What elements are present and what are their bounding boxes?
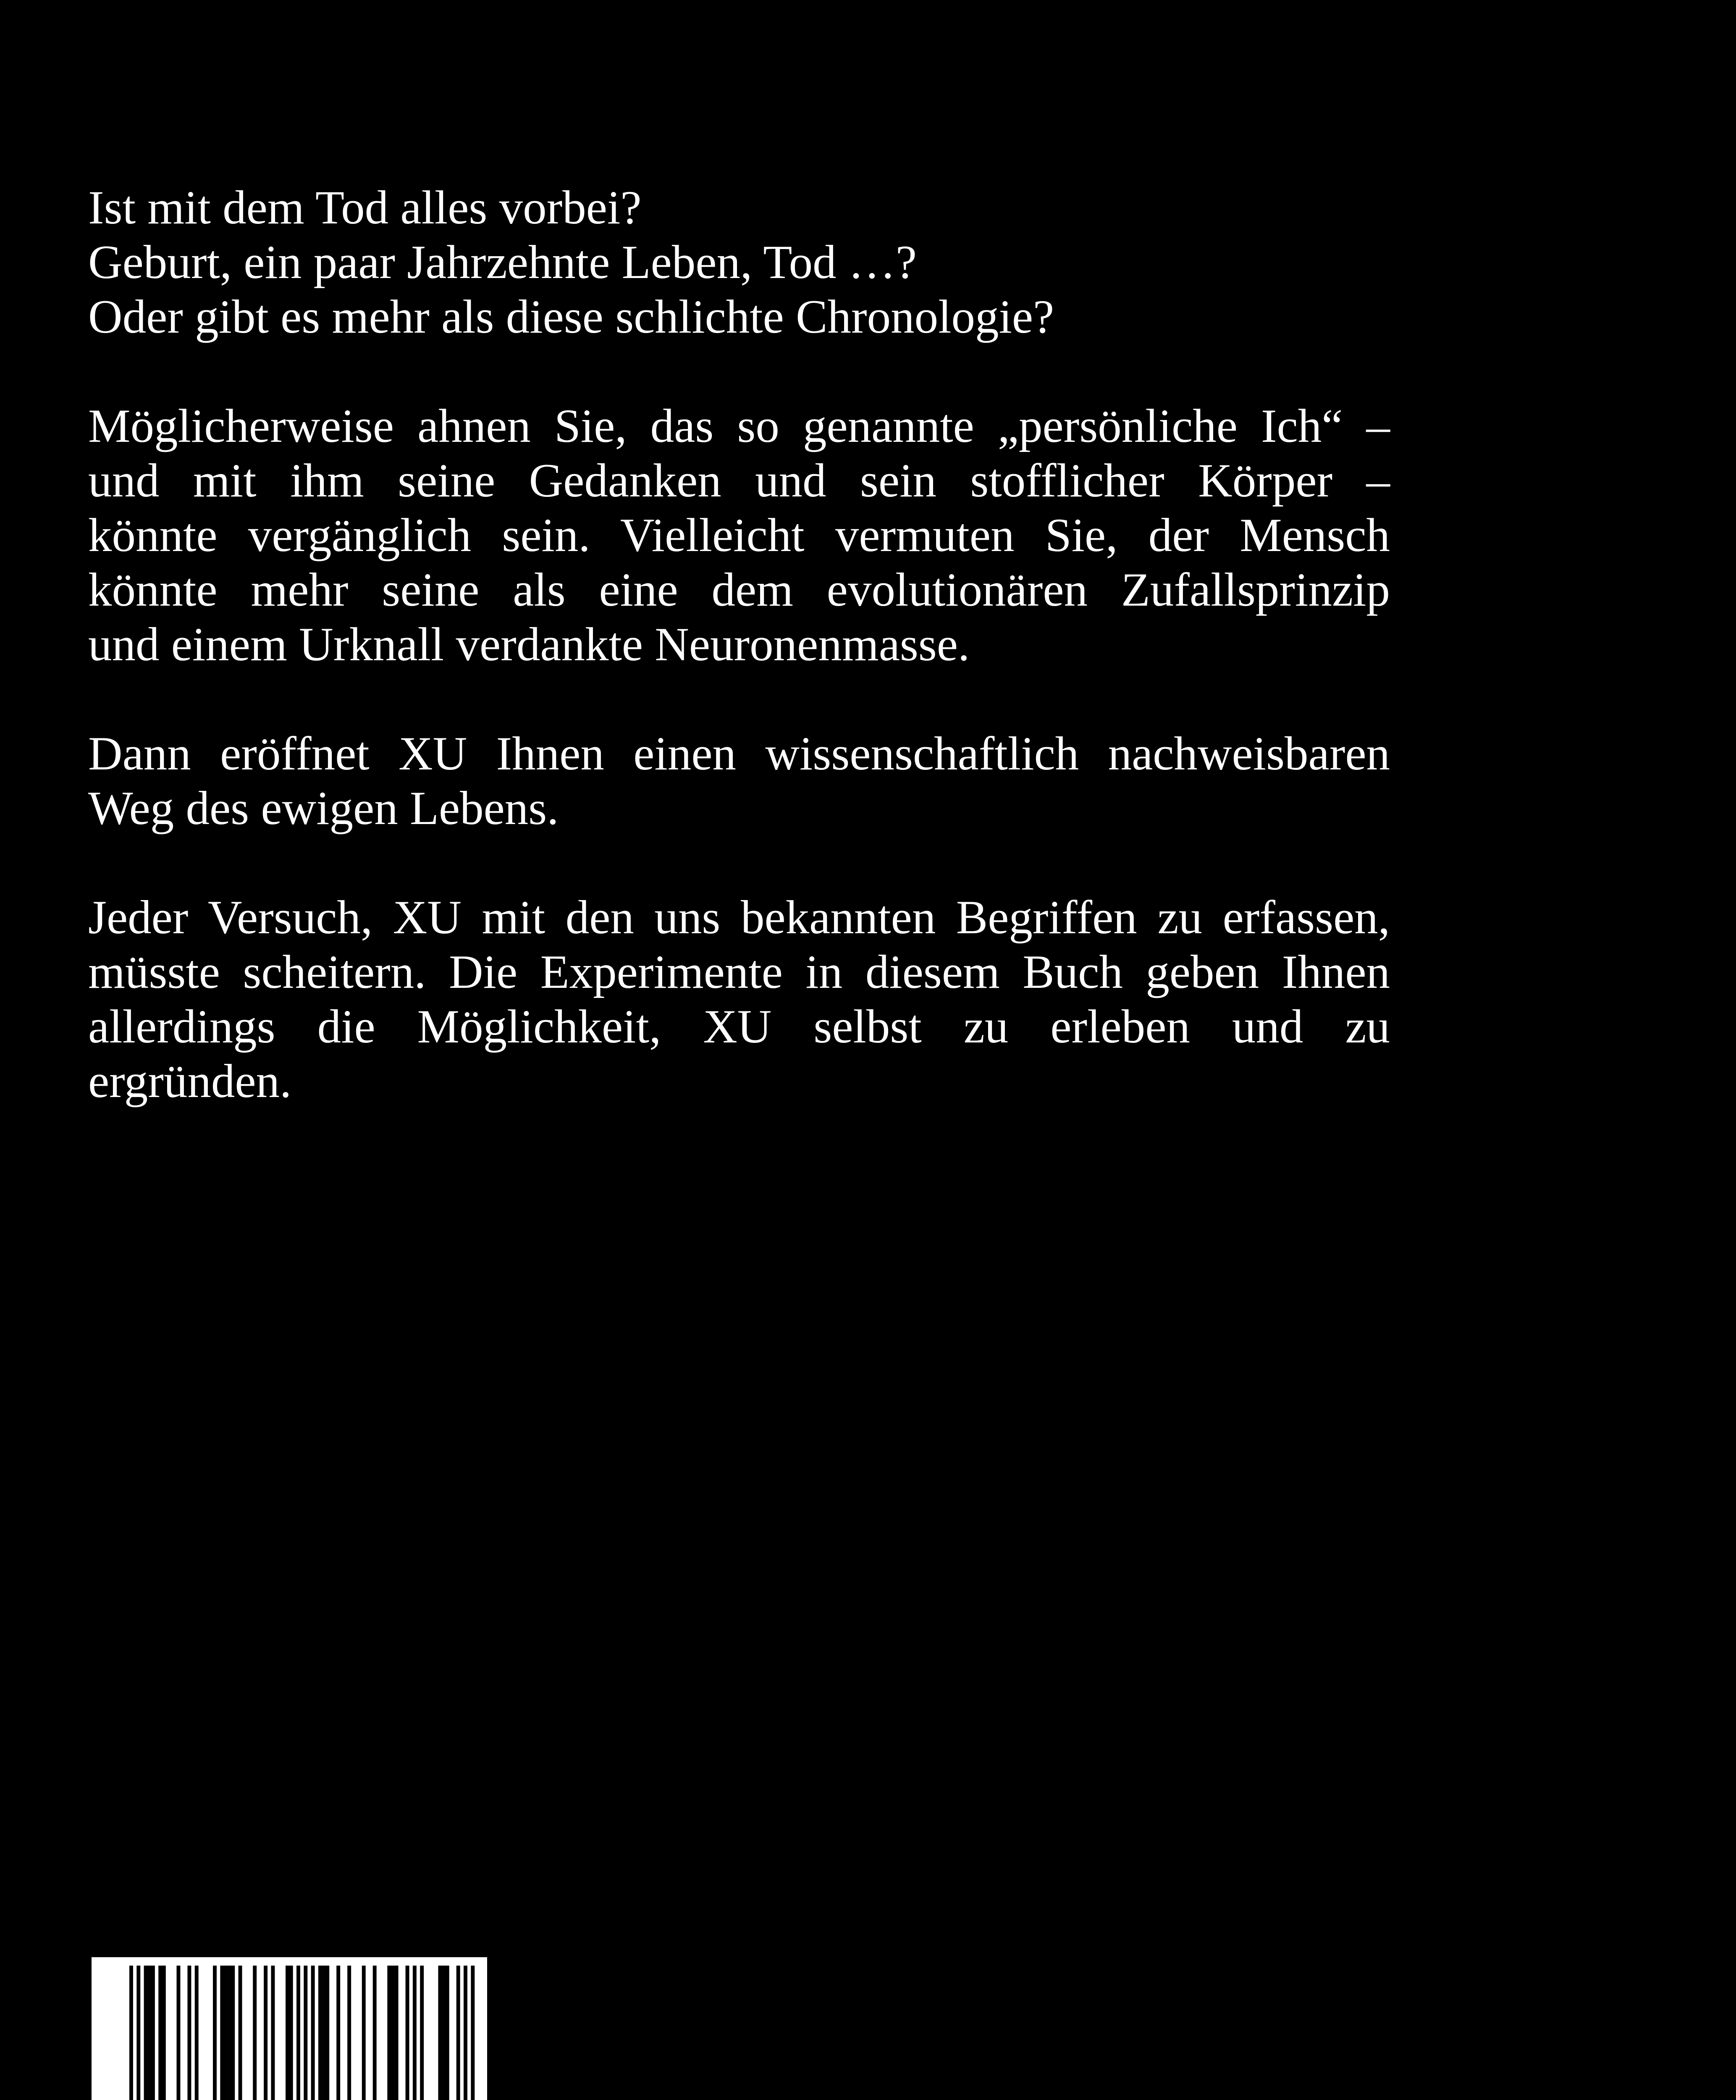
barcode-bar xyxy=(271,1966,275,2100)
barcode-bar xyxy=(420,1966,424,2100)
barcode-bar xyxy=(446,1966,449,2100)
barcode-bar xyxy=(362,1966,366,2100)
text-line: Geburt, ein paar Jahrzehnte Leben, Tod …? xyxy=(88,236,917,289)
barcode-bar xyxy=(347,1966,351,2100)
barcode-bar xyxy=(253,1966,257,2100)
barcode-bar xyxy=(442,1966,446,2100)
text-line: allerdings die Möglichkeit, XU selbst zu erleben und zu xyxy=(88,1000,1390,1053)
barcode-bar xyxy=(224,1966,228,2100)
barcode-bar xyxy=(195,1966,199,2100)
barcode-bar xyxy=(286,1966,289,2100)
barcode-bar xyxy=(438,1966,442,2100)
barcode-bar xyxy=(311,1966,315,2100)
blurb-paragraph-3 xyxy=(88,727,1390,836)
barcode-bar xyxy=(144,1966,148,2100)
barcode-bar xyxy=(336,1966,340,2100)
barcode-bar xyxy=(228,1966,231,2100)
barcode-graphic xyxy=(92,1957,487,2100)
barcode-bar xyxy=(387,1966,391,2100)
text-line: Oder gibt es mehr als diese schlichte Chronologie? xyxy=(88,291,1054,343)
barcode-bar xyxy=(471,1966,475,2100)
blurb-text xyxy=(88,181,1390,1163)
barcode-bar xyxy=(318,1966,322,2100)
barcode-bar xyxy=(176,1966,180,2100)
barcode-bar xyxy=(158,1966,162,2100)
barcode-bar xyxy=(136,1966,140,2100)
barcode-bar xyxy=(239,1966,242,2100)
barcode-bar xyxy=(220,1966,224,2100)
text-line: Dann eröffnet XU Ihnen einen wissenschaftlich nachweisbaren xyxy=(88,727,1390,780)
barcode-bars xyxy=(129,1966,475,2100)
text-line: ergründen. xyxy=(88,1055,292,1108)
text-line: müsste scheitern. Die Experimente in diesem Buch geben Ihnen xyxy=(88,946,1390,998)
barcode-bar xyxy=(413,1966,417,2100)
barcode-bar xyxy=(304,1966,307,2100)
barcode-bar xyxy=(289,1966,293,2100)
isbn-barcode xyxy=(92,1957,487,2100)
text-line: Möglicherweise ahnen Sie, das so genannte „persönliche Ich“ – xyxy=(88,400,1390,452)
barcode-bar xyxy=(456,1966,460,2100)
text-line: und mit ihm seine Gedanken und sein stofflicher Körper – xyxy=(88,454,1390,507)
text-line: Weg des ewigen Lebens. xyxy=(88,782,559,835)
barcode-bar xyxy=(162,1966,166,2100)
text-line: könnte vergänglich sein. Vielleicht vermuten Sie, der Mensch xyxy=(88,509,1390,562)
barcode-bar xyxy=(129,1966,133,2100)
barcode-bar xyxy=(213,1966,217,2100)
barcode-bar xyxy=(391,1966,395,2100)
blurb-paragraph-1 xyxy=(88,181,1390,344)
barcode-bar xyxy=(231,1966,235,2100)
barcode-bar xyxy=(464,1966,467,2100)
barcode-bar xyxy=(395,1966,399,2100)
text-line: Jeder Versuch, XU mit den uns bekannten Begriffen zu erfassen, xyxy=(88,891,1390,944)
blurb-paragraph-4 xyxy=(88,890,1390,1109)
barcode-bar xyxy=(151,1966,155,2100)
text-line: Ist mit dem Tod alles vorbei? xyxy=(88,181,642,234)
barcode-bar xyxy=(406,1966,409,2100)
barcode-bar xyxy=(187,1966,191,2100)
barcode-bar xyxy=(147,1966,151,2100)
blurb-paragraph-2 xyxy=(88,399,1390,672)
text-line: und einem Urknall verdankte Neuronenmasse. xyxy=(88,618,970,671)
text-line: könnte mehr seine als eine dem evolutionären Zufallsprinzip xyxy=(88,564,1390,616)
barcode-bar xyxy=(296,1966,300,2100)
barcode-bar xyxy=(322,1966,326,2100)
barcode-bar xyxy=(325,1966,329,2100)
barcode-bar xyxy=(373,1966,377,2100)
barcode-bar xyxy=(264,1966,267,2100)
